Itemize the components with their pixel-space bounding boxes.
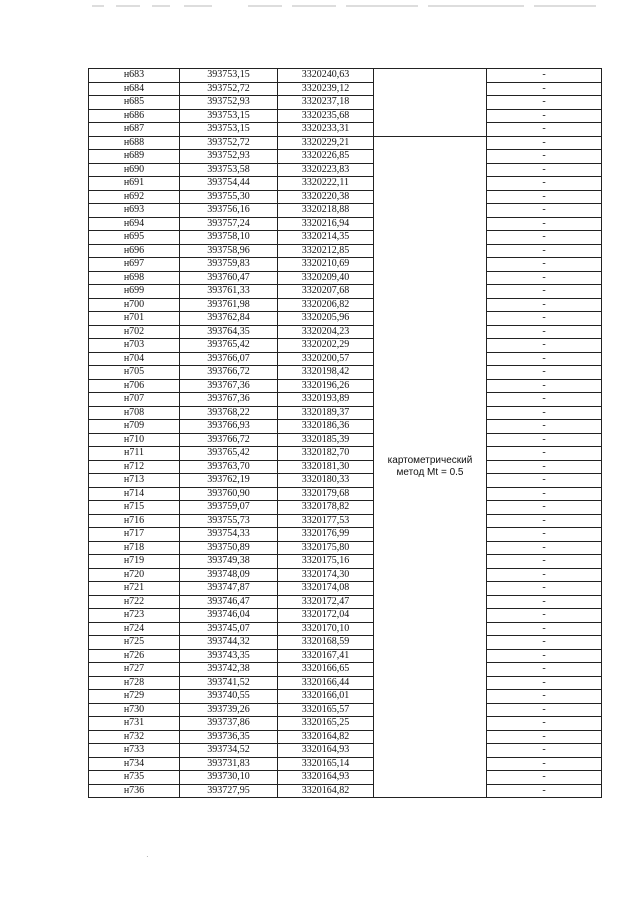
table-row — [89, 460, 602, 474]
table-row — [89, 190, 602, 204]
y-coordinate-cell: 3320172,47 — [278, 595, 374, 609]
x-coordinate-cell: 393767,36 — [180, 393, 278, 407]
coordinates-table — [88, 68, 602, 798]
point-name-cell: н715 — [89, 501, 180, 515]
point-name-cell: н729 — [89, 690, 180, 704]
y-coordinate-cell: 3320175,80 — [278, 541, 374, 555]
y-coordinate-cell: 3320240,63 — [278, 69, 374, 83]
x-coordinate-cell: 393737,86 — [180, 717, 278, 731]
error-cell: - — [487, 325, 602, 339]
method-cell — [374, 136, 487, 798]
error-cell: - — [487, 730, 602, 744]
table-row — [89, 420, 602, 434]
x-coordinate-cell: 393767,36 — [180, 379, 278, 393]
y-coordinate-cell: 3320226,85 — [278, 150, 374, 164]
error-cell: - — [487, 420, 602, 434]
scan-mark: · — [146, 852, 149, 861]
y-coordinate-cell: 3320165,57 — [278, 703, 374, 717]
point-name-cell: н695 — [89, 231, 180, 245]
x-coordinate-cell: 393752,93 — [180, 96, 278, 110]
point-name-cell: н699 — [89, 285, 180, 299]
table-row — [89, 136, 602, 150]
error-cell: - — [487, 285, 602, 299]
table-row — [89, 258, 602, 272]
x-coordinate-cell: 393758,96 — [180, 244, 278, 258]
x-coordinate-cell: 393749,38 — [180, 555, 278, 569]
y-coordinate-cell: 3320164,82 — [278, 730, 374, 744]
x-coordinate-cell: 393768,22 — [180, 406, 278, 420]
x-coordinate-cell: 393743,35 — [180, 649, 278, 663]
error-cell: - — [487, 636, 602, 650]
y-coordinate-cell: 3320202,29 — [278, 339, 374, 353]
y-coordinate-cell: 3320177,53 — [278, 514, 374, 528]
error-cell: - — [487, 568, 602, 582]
point-name-cell: н705 — [89, 366, 180, 380]
error-cell: - — [487, 339, 602, 353]
method-label-line1: картометрический — [387, 454, 473, 466]
error-cell: - — [487, 582, 602, 596]
x-coordinate-cell: 393753,58 — [180, 163, 278, 177]
table-row — [89, 649, 602, 663]
table-row — [89, 285, 602, 299]
x-coordinate-cell: 393734,52 — [180, 744, 278, 758]
point-name-cell: н683 — [89, 69, 180, 83]
y-coordinate-cell: 3320220,38 — [278, 190, 374, 204]
y-coordinate-cell: 3320166,01 — [278, 690, 374, 704]
x-coordinate-cell: 393766,93 — [180, 420, 278, 434]
point-name-cell: н714 — [89, 487, 180, 501]
error-cell: - — [487, 82, 602, 96]
y-coordinate-cell: 3320209,40 — [278, 271, 374, 285]
error-cell: - — [487, 433, 602, 447]
y-coordinate-cell: 3320172,04 — [278, 609, 374, 623]
y-coordinate-cell: 3320200,57 — [278, 352, 374, 366]
x-coordinate-cell: 393764,35 — [180, 325, 278, 339]
y-coordinate-cell: 3320165,14 — [278, 757, 374, 771]
error-cell: - — [487, 204, 602, 218]
table-row — [89, 69, 602, 83]
error-cell: - — [487, 744, 602, 758]
x-coordinate-cell: 393739,26 — [180, 703, 278, 717]
x-coordinate-cell: 393761,33 — [180, 285, 278, 299]
y-coordinate-cell: 3320218,88 — [278, 204, 374, 218]
error-cell: - — [487, 447, 602, 461]
error-cell: - — [487, 258, 602, 272]
y-coordinate-cell: 3320223,83 — [278, 163, 374, 177]
x-coordinate-cell: 393762,84 — [180, 312, 278, 326]
error-cell: - — [487, 757, 602, 771]
point-name-cell: н694 — [89, 217, 180, 231]
point-name-cell: н728 — [89, 676, 180, 690]
point-name-cell: н734 — [89, 757, 180, 771]
error-cell: - — [487, 406, 602, 420]
x-coordinate-cell: 393763,70 — [180, 460, 278, 474]
point-name-cell: н691 — [89, 177, 180, 191]
error-cell: - — [487, 69, 602, 83]
y-coordinate-cell: 3320212,85 — [278, 244, 374, 258]
error-cell: - — [487, 595, 602, 609]
x-coordinate-cell: 393753,15 — [180, 123, 278, 137]
y-coordinate-cell: 3320214,35 — [278, 231, 374, 245]
y-coordinate-cell: 3320164,93 — [278, 744, 374, 758]
table-row — [89, 231, 602, 245]
x-coordinate-cell: 393730,10 — [180, 771, 278, 785]
point-name-cell: н730 — [89, 703, 180, 717]
error-cell: - — [487, 136, 602, 150]
y-coordinate-cell: 3320174,30 — [278, 568, 374, 582]
point-name-cell: н731 — [89, 717, 180, 731]
x-coordinate-cell: 393745,07 — [180, 622, 278, 636]
point-name-cell: н689 — [89, 150, 180, 164]
table-row — [89, 541, 602, 555]
x-coordinate-cell: 393756,16 — [180, 204, 278, 218]
y-coordinate-cell: 3320216,94 — [278, 217, 374, 231]
point-name-cell: н693 — [89, 204, 180, 218]
point-name-cell: н736 — [89, 784, 180, 798]
table-row — [89, 433, 602, 447]
error-cell: - — [487, 271, 602, 285]
x-coordinate-cell: 393750,89 — [180, 541, 278, 555]
point-name-cell: н706 — [89, 379, 180, 393]
error-cell: - — [487, 393, 602, 407]
x-coordinate-cell: 393761,98 — [180, 298, 278, 312]
table-row — [89, 703, 602, 717]
table-row — [89, 217, 602, 231]
point-name-cell: н727 — [89, 663, 180, 677]
y-coordinate-cell: 3320185,39 — [278, 433, 374, 447]
point-name-cell: н698 — [89, 271, 180, 285]
table-row — [89, 163, 602, 177]
error-cell: - — [487, 541, 602, 555]
point-name-cell: н718 — [89, 541, 180, 555]
x-coordinate-cell: 393742,38 — [180, 663, 278, 677]
x-coordinate-cell: 393765,42 — [180, 447, 278, 461]
x-coordinate-cell: 393736,35 — [180, 730, 278, 744]
y-coordinate-cell: 3320193,89 — [278, 393, 374, 407]
point-name-cell: н719 — [89, 555, 180, 569]
table-row — [89, 784, 602, 798]
point-name-cell: н686 — [89, 109, 180, 123]
table-row — [89, 568, 602, 582]
table-row — [89, 717, 602, 731]
error-cell: - — [487, 109, 602, 123]
y-coordinate-cell: 3320168,59 — [278, 636, 374, 650]
y-coordinate-cell: 3320239,12 — [278, 82, 374, 96]
table-row — [89, 744, 602, 758]
y-coordinate-cell: 3320179,68 — [278, 487, 374, 501]
point-name-cell: н716 — [89, 514, 180, 528]
point-name-cell: н710 — [89, 433, 180, 447]
table-row — [89, 325, 602, 339]
table-row — [89, 730, 602, 744]
error-cell: - — [487, 352, 602, 366]
x-coordinate-cell: 393746,04 — [180, 609, 278, 623]
table-row — [89, 676, 602, 690]
error-cell: - — [487, 690, 602, 704]
table-row — [89, 366, 602, 380]
error-cell: - — [487, 163, 602, 177]
table-row — [89, 622, 602, 636]
error-cell: - — [487, 366, 602, 380]
table-row — [89, 447, 602, 461]
error-cell: - — [487, 514, 602, 528]
table-row — [89, 109, 602, 123]
point-name-cell: н684 — [89, 82, 180, 96]
x-coordinate-cell: 393752,72 — [180, 82, 278, 96]
y-coordinate-cell: 3320176,99 — [278, 528, 374, 542]
x-coordinate-cell: 393758,10 — [180, 231, 278, 245]
coordinates-table-body — [89, 69, 602, 798]
table-row — [89, 528, 602, 542]
table-row — [89, 406, 602, 420]
error-cell: - — [487, 231, 602, 245]
error-cell: - — [487, 379, 602, 393]
point-name-cell: н732 — [89, 730, 180, 744]
x-coordinate-cell: 393755,73 — [180, 514, 278, 528]
point-name-cell: н685 — [89, 96, 180, 110]
x-coordinate-cell: 393760,47 — [180, 271, 278, 285]
point-name-cell: н697 — [89, 258, 180, 272]
point-name-cell: н690 — [89, 163, 180, 177]
error-cell: - — [487, 609, 602, 623]
table-row — [89, 271, 602, 285]
point-name-cell: н704 — [89, 352, 180, 366]
table-row — [89, 244, 602, 258]
x-coordinate-cell: 393762,19 — [180, 474, 278, 488]
error-cell: - — [487, 177, 602, 191]
table-row — [89, 609, 602, 623]
table-row — [89, 96, 602, 110]
error-cell: - — [487, 474, 602, 488]
x-coordinate-cell: 393731,83 — [180, 757, 278, 771]
x-coordinate-cell: 393746,47 — [180, 595, 278, 609]
table-row — [89, 757, 602, 771]
error-cell: - — [487, 190, 602, 204]
y-coordinate-cell: 3320229,21 — [278, 136, 374, 150]
x-coordinate-cell: 393752,72 — [180, 136, 278, 150]
point-name-cell: н733 — [89, 744, 180, 758]
error-cell: - — [487, 501, 602, 515]
error-cell: - — [487, 676, 602, 690]
x-coordinate-cell: 393747,87 — [180, 582, 278, 596]
error-cell: - — [487, 150, 602, 164]
point-name-cell: н724 — [89, 622, 180, 636]
y-coordinate-cell: 3320210,69 — [278, 258, 374, 272]
point-name-cell: н687 — [89, 123, 180, 137]
table-row — [89, 555, 602, 569]
header-scan-artifact — [0, 0, 640, 12]
table-row — [89, 82, 602, 96]
point-name-cell: н726 — [89, 649, 180, 663]
y-coordinate-cell: 3320170,10 — [278, 622, 374, 636]
table-row — [89, 582, 602, 596]
y-coordinate-cell: 3320181,30 — [278, 460, 374, 474]
x-coordinate-cell: 393752,93 — [180, 150, 278, 164]
method-label-line2: метод Mt = 0.5 — [396, 466, 464, 478]
x-coordinate-cell: 393757,24 — [180, 217, 278, 231]
y-coordinate-cell: 3320222,11 — [278, 177, 374, 191]
y-coordinate-cell: 3320164,93 — [278, 771, 374, 785]
x-coordinate-cell: 393765,42 — [180, 339, 278, 353]
x-coordinate-cell: 393727,95 — [180, 784, 278, 798]
error-cell: - — [487, 528, 602, 542]
x-coordinate-cell: 393744,32 — [180, 636, 278, 650]
table-row — [89, 393, 602, 407]
y-coordinate-cell: 3320166,44 — [278, 676, 374, 690]
point-name-cell: н717 — [89, 528, 180, 542]
table-row — [89, 514, 602, 528]
table-row — [89, 487, 602, 501]
table-row — [89, 150, 602, 164]
y-coordinate-cell: 3320233,31 — [278, 123, 374, 137]
x-coordinate-cell: 393759,83 — [180, 258, 278, 272]
error-cell: - — [487, 460, 602, 474]
point-name-cell: н702 — [89, 325, 180, 339]
point-name-cell: н703 — [89, 339, 180, 353]
point-name-cell: н725 — [89, 636, 180, 650]
x-coordinate-cell: 393741,52 — [180, 676, 278, 690]
point-name-cell: н709 — [89, 420, 180, 434]
point-name-cell: н700 — [89, 298, 180, 312]
x-coordinate-cell: 393766,72 — [180, 366, 278, 380]
point-name-cell: н721 — [89, 582, 180, 596]
table-row — [89, 474, 602, 488]
x-coordinate-cell: 393760,90 — [180, 487, 278, 501]
table-row — [89, 663, 602, 677]
table-row — [89, 595, 602, 609]
error-cell: - — [487, 649, 602, 663]
y-coordinate-cell: 3320237,18 — [278, 96, 374, 110]
error-cell: - — [487, 96, 602, 110]
y-coordinate-cell: 3320180,33 — [278, 474, 374, 488]
table-row — [89, 352, 602, 366]
y-coordinate-cell: 3320205,96 — [278, 312, 374, 326]
x-coordinate-cell: 393754,44 — [180, 177, 278, 191]
y-coordinate-cell: 3320182,70 — [278, 447, 374, 461]
x-coordinate-cell: 393754,33 — [180, 528, 278, 542]
x-coordinate-cell: 393766,72 — [180, 433, 278, 447]
y-coordinate-cell: 3320175,16 — [278, 555, 374, 569]
error-cell: - — [487, 312, 602, 326]
error-cell: - — [487, 717, 602, 731]
y-coordinate-cell: 3320235,68 — [278, 109, 374, 123]
error-cell: - — [487, 784, 602, 798]
point-name-cell: н692 — [89, 190, 180, 204]
point-name-cell: н708 — [89, 406, 180, 420]
error-cell: - — [487, 487, 602, 501]
x-coordinate-cell: 393766,07 — [180, 352, 278, 366]
point-name-cell: н696 — [89, 244, 180, 258]
point-name-cell: н707 — [89, 393, 180, 407]
y-coordinate-cell: 3320164,82 — [278, 784, 374, 798]
point-name-cell: н723 — [89, 609, 180, 623]
y-coordinate-cell: 3320207,68 — [278, 285, 374, 299]
error-cell: - — [487, 703, 602, 717]
y-coordinate-cell: 3320166,65 — [278, 663, 374, 677]
error-cell: - — [487, 123, 602, 137]
point-name-cell: н735 — [89, 771, 180, 785]
point-name-cell: н722 — [89, 595, 180, 609]
table-row — [89, 771, 602, 785]
y-coordinate-cell: 3320189,37 — [278, 406, 374, 420]
table-row — [89, 339, 602, 353]
point-name-cell: н712 — [89, 460, 180, 474]
error-cell: - — [487, 244, 602, 258]
table-row — [89, 636, 602, 650]
point-name-cell: н688 — [89, 136, 180, 150]
x-coordinate-cell: 393748,09 — [180, 568, 278, 582]
table-row — [89, 501, 602, 515]
x-coordinate-cell: 393759,07 — [180, 501, 278, 515]
y-coordinate-cell: 3320178,82 — [278, 501, 374, 515]
point-name-cell: н713 — [89, 474, 180, 488]
point-name-cell: н711 — [89, 447, 180, 461]
error-cell: - — [487, 555, 602, 569]
error-cell: - — [487, 663, 602, 677]
table-row — [89, 379, 602, 393]
error-cell: - — [487, 771, 602, 785]
x-coordinate-cell: 393753,15 — [180, 109, 278, 123]
point-name-cell: н720 — [89, 568, 180, 582]
y-coordinate-cell: 3320186,36 — [278, 420, 374, 434]
table-row — [89, 690, 602, 704]
point-name-cell: н701 — [89, 312, 180, 326]
error-cell: - — [487, 217, 602, 231]
x-coordinate-cell: 393753,15 — [180, 69, 278, 83]
y-coordinate-cell: 3320198,42 — [278, 366, 374, 380]
y-coordinate-cell: 3320165,25 — [278, 717, 374, 731]
x-coordinate-cell: 393740,55 — [180, 690, 278, 704]
table-row — [89, 177, 602, 191]
y-coordinate-cell: 3320206,82 — [278, 298, 374, 312]
error-cell: - — [487, 298, 602, 312]
error-cell: - — [487, 622, 602, 636]
table-row — [89, 312, 602, 326]
method-cell-empty — [374, 69, 487, 137]
y-coordinate-cell: 3320204,23 — [278, 325, 374, 339]
table-row — [89, 204, 602, 218]
table-row — [89, 123, 602, 137]
y-coordinate-cell: 3320167,41 — [278, 649, 374, 663]
y-coordinate-cell: 3320196,26 — [278, 379, 374, 393]
y-coordinate-cell: 3320174,08 — [278, 582, 374, 596]
table-row — [89, 298, 602, 312]
x-coordinate-cell: 393755,30 — [180, 190, 278, 204]
